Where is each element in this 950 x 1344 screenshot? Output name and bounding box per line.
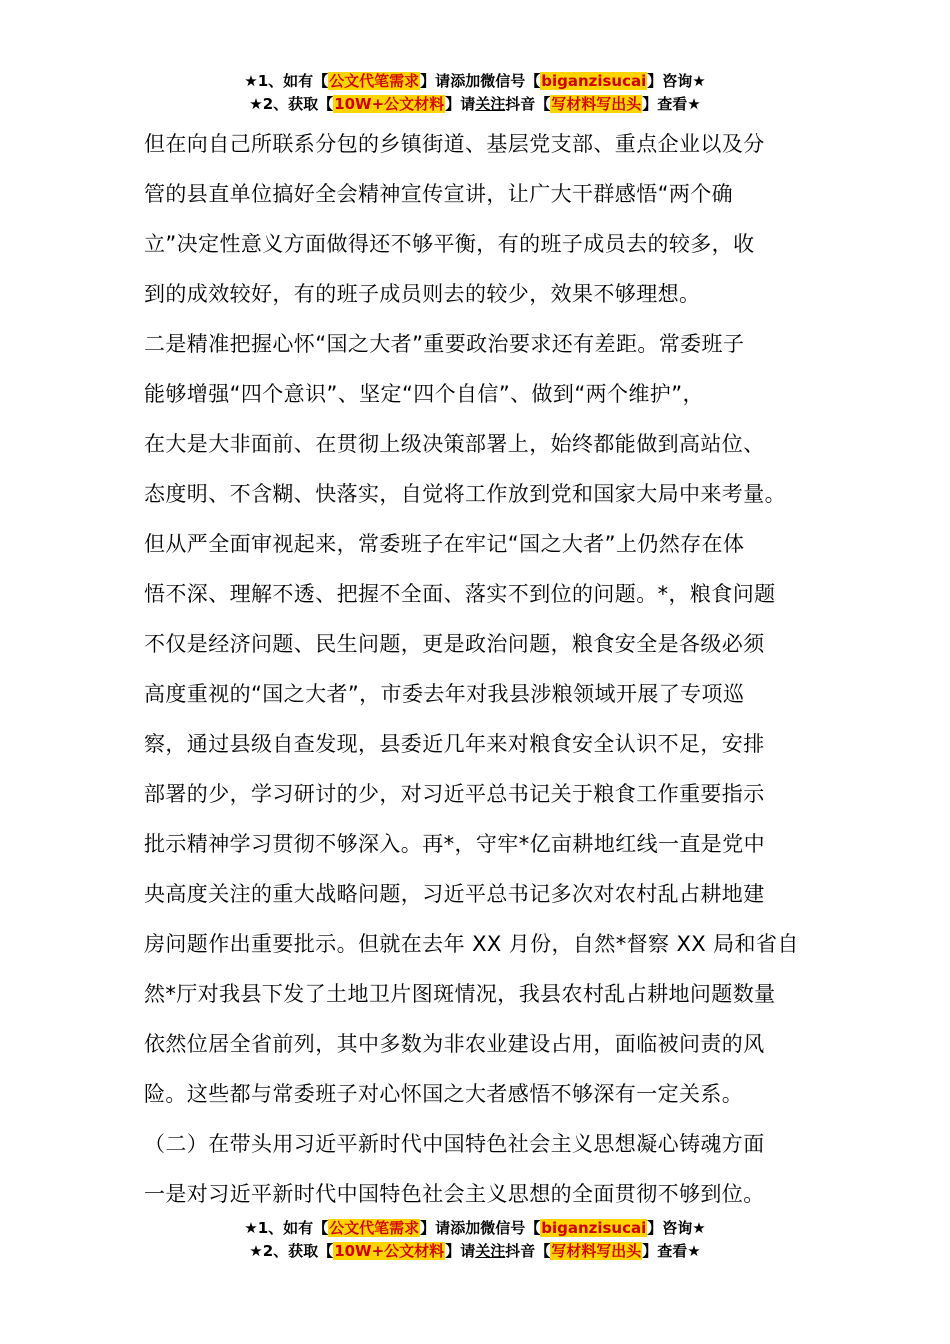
banner-underlined: 关注	[475, 95, 506, 113]
banner-text: 】请	[420, 1219, 451, 1237]
banner-highlight: 公文代笔需求	[329, 72, 420, 90]
banner-line-2	[0, 1240, 950, 1263]
body-line: 立”决定性意义方面做得还不够平衡，有的班子成员去的较多，收	[144, 232, 755, 256]
body-line: 央高度关注的重大战略问题，习近平总书记多次对农村乱占耕地建	[144, 882, 765, 906]
banner-text: 】咨询★	[647, 1219, 706, 1237]
banner-highlight: 写材料写出头	[551, 95, 642, 113]
banner-highlight: 公文代笔需求	[329, 1219, 420, 1237]
body-line: 批示精神学习贯彻不够深入。再*，守牢*亿亩耕地红线一直是党中	[144, 832, 765, 856]
body-line: 然*厅对我县下发了土地卫片图斑情况，我县农村乱占耕地问题数量	[144, 982, 776, 1006]
banner-highlight: biganzisucai	[541, 1219, 647, 1237]
banner-text: ★2、获取【	[249, 1242, 334, 1260]
banner-highlight: 写材料写出头	[551, 1242, 642, 1260]
body-line: 能够增强“四个意识”、坚定“四个自信”、做到“两个维护”，	[144, 382, 704, 406]
banner-text: ★1、如有【	[244, 1219, 329, 1237]
banner-line-1	[0, 70, 950, 93]
body-line: 高度重视的“国之大者”，市委去年对我县涉粮领域开展了专项巡	[144, 682, 745, 706]
banner-text: 抖音【	[505, 95, 551, 113]
banner-line-1	[0, 1217, 950, 1240]
body-line: 依然位居全省前列，其中多数为非农业建设占用，面临被问责的风	[144, 1032, 765, 1056]
body-line: 但从严全面审视起来，常委班子在牢记“国之大者”上仍然存在体	[144, 532, 745, 556]
banner-highlight: 10W+公文材料	[334, 1242, 445, 1260]
body-line: 管的县直单位搞好全会精神宣传宣讲，让广大干群感悟“两个确	[144, 182, 734, 206]
section-heading: （二）在带头用习近平新时代中国特色社会主义思想凝心铸魂方面	[144, 1132, 765, 1156]
body-line: 险。这些都与常委班子对心怀国之大者感悟不够深有一定关系。	[144, 1082, 744, 1106]
banner-text: ★2、获取【	[249, 95, 334, 113]
banner-text: ★1、如有【	[244, 72, 329, 90]
banner-highlight: 10W+公文材料	[334, 95, 445, 113]
body-line: 悟不深、理解不透、把握不全面、落实不到位的问题。*，粮食问题	[144, 582, 776, 606]
body-line: 房问题作出重要批示。但就在去年 XX 月份，自然*督察 XX 局和省自	[144, 932, 799, 956]
footer-banner	[0, 1217, 950, 1263]
banner-text: 】查看★	[642, 95, 701, 113]
body-line: 不仅是经济问题、民生问题，更是政治问题，粮食安全是各级必须	[144, 632, 765, 656]
banner-text: 】请	[445, 95, 476, 113]
banner-text: 】请	[420, 72, 451, 90]
banner-text: 】咨询★	[647, 72, 706, 90]
banner-highlight: biganzisucai	[541, 72, 647, 90]
body-line: 在大是大非面前、在贯彻上级决策部署上，始终都能做到高站位、	[144, 432, 765, 456]
banner-text: 】查看★	[642, 1242, 701, 1260]
body-line: 态度明、不含糊、快落实，自觉将工作放到党和国家大局中来考量。	[144, 482, 786, 506]
body-line: 但在向自己所联系分包的乡镇街道、基层党支部、重点企业以及分	[144, 132, 765, 156]
header-banner	[0, 70, 950, 116]
banner-text: 抖音【	[505, 1242, 551, 1260]
banner-text: 添加	[450, 72, 481, 90]
banner-text: 添加	[450, 1219, 481, 1237]
banner-text: 微信号【	[480, 72, 541, 90]
banner-underlined: 关注	[475, 1242, 506, 1260]
body-line: 部署的少，学习研讨的少，对习近平总书记关于粮食工作重要指示	[144, 782, 765, 806]
body-line: 一是对习近平新时代中国特色社会主义思想的全面贯彻不够到位。	[144, 1182, 765, 1206]
body-line: 察，通过县级自查发现，县委近几年来对粮食安全认识不足，安排	[144, 732, 765, 756]
banner-line-2	[0, 93, 950, 116]
body-line: 二是精准把握心怀“国之大者”重要政治要求还有差距。常委班子	[144, 332, 745, 356]
banner-text: 微信号【	[480, 1219, 541, 1237]
body-line: 到的成效较好，有的班子成员则去的较少，效果不够理想。	[144, 282, 701, 306]
document-body	[144, 119, 824, 1219]
banner-text: 】请	[445, 1242, 476, 1260]
